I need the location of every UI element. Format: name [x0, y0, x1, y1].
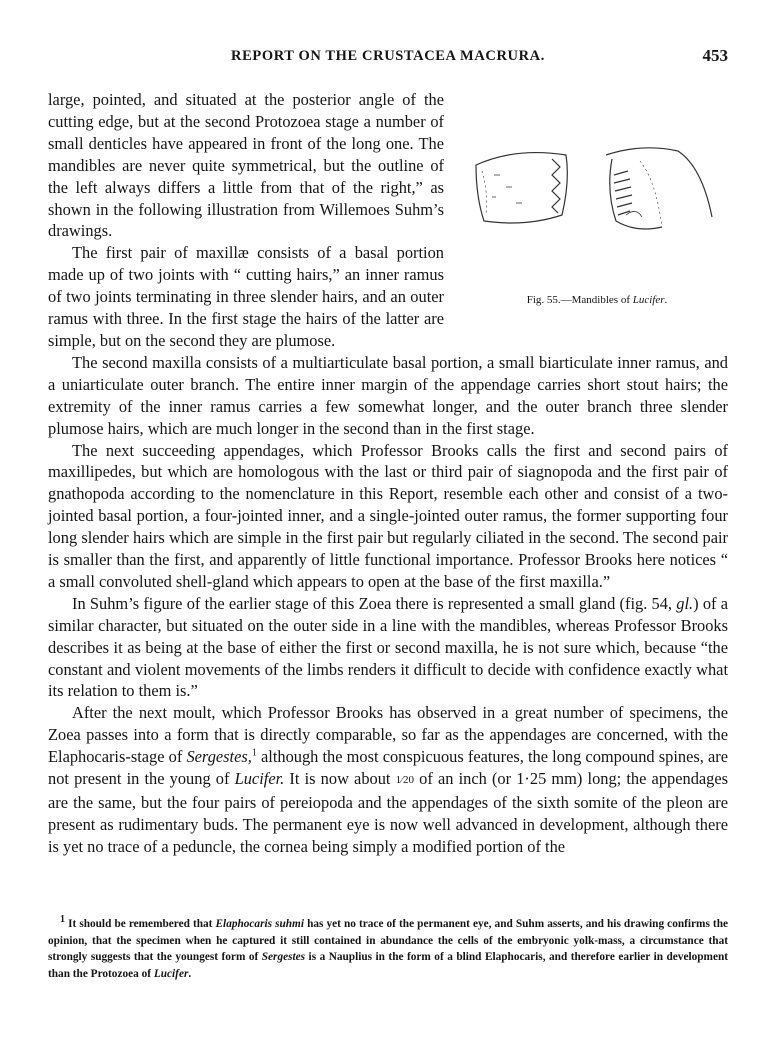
footnote-part-a: It should be remembered that [65, 918, 216, 930]
footnote-taxon-1: Elaphocaris suhmi [215, 918, 304, 930]
mandibles-illustration [466, 141, 728, 291]
paragraph-2: The first pair of maxillæ consists of a basal portion made up of two joints with “ cutting hairs,” an inner ramus of two joints terminating in three slender hairs, and an outer ramus with three. In the first stage the hairs of the latter are simple, but on the second they are plumose. [48, 243, 444, 350]
footnote-taxon-2: Sergestes [261, 951, 306, 964]
paragraph-3: The second maxilla consists of a multiarticulate basal portion, a small biarticulate inner ramus, and a uniarticulate outer branch. The entire inner margin of the appendage carries short stout hairs; the extremity of the inner ramus carries a few somewhat longer, and the outer branch three slender plumose hairs, which are much longer in the second than in the first stage. [48, 352, 728, 438]
paragraph-5-part-a: In Suhm’s figure of the earlier stage of this Zoea there is represented a small gland (fig. 54, [72, 593, 677, 613]
left-mandible-drawing [476, 153, 567, 223]
footnote-part-d: . [188, 967, 192, 980]
footnote-1 [48, 916, 728, 982]
paragraph-5-part-b: ) of a similar character, but situated on the outer side in a line with the mandibles, whereas Professor Brooks describes it as being at the base of either the first or second maxilla, he is not sure which, because “the constant and violent movements of the limbs renders it difficult to decide with confidence exactly what its relation to them is.” [48, 593, 728, 701]
lucifer-name: Lucifer. [234, 769, 285, 789]
page-header [48, 44, 728, 72]
length-fraction: 1⁄20 [395, 774, 414, 787]
right-mandible-drawing [606, 148, 712, 229]
running-title: REPORT ON THE CRUSTACEA MACRURA. [231, 48, 545, 64]
footnote-number: 1 [60, 914, 65, 926]
footnote-part-c: is a Nauplius in the form of a blind Elaphocaris, and therefore earlier in development than the Protozoea of [48, 951, 728, 980]
paragraph-5 [48, 593, 728, 703]
footnote-part-b: has yet no trace of the permanent eye, and Suhm asserts, and his drawing confirms the opinion, that the specimen when he captured it still contained in abundance the cells of the embryonic yolk-mass, a circumstance that strongly suggests that the youngest form of [48, 918, 728, 964]
paragraph-6-part-c: It is now about [284, 769, 396, 789]
figure-caption-label: Fig. 55.—Mandibles of [526, 294, 633, 306]
figure-caption-taxon: Lucifer [632, 294, 665, 306]
figure-caption-end: . [664, 294, 668, 306]
footnote-marker: 1 [251, 747, 257, 759]
paragraph-6-part-d: of an inch (or 1·25 mm) long; the appendages are the same, but the four pairs of pereiopoda and the appendages of the sixth somite of the pleon are present as rudimentary buds. The permanent eye is now well advanced in development, although there is yet no trace of a peduncle, the cornea being simply a modified portion of the [48, 769, 729, 856]
body-text [48, 89, 728, 858]
sergestes-name: Sergestes, [186, 747, 252, 767]
gland-label: gl. [676, 593, 694, 613]
footnotes [48, 916, 728, 982]
paragraph-6-part-a: After the next moult, which Professor Brooks has observed in a great number of specimens, the Zoea passes into a form that is directly comparable, so far as the appendages are concerned, with the Elaphocaris-stage of [48, 703, 728, 767]
figure-mandibles [466, 141, 728, 317]
paragraph-6 [48, 702, 728, 857]
paragraph-1: large, pointed, and situated at the posterior angle of the cutting edge, but at the second Protozoea stage a number of small denticles have appeared in front of the long one. The mandibles are never quite symmetrical, but the outline of the left always differs a little from that of the right,” as shown in the following illustration from Willemoes Suhm’s drawings. [48, 90, 444, 241]
paragraph-6-part-b: although the most conspicuous features, the long compound spines, are not present in the young of [48, 747, 728, 789]
paragraph-4: The next succeeding appendages, which Professor Brooks calls the first and second pairs of maxillipedes, but which are homologous with the last or third pair of siagnopoda and the first pair of gnathopoda according to the nomenclature in this Report, resemble each other and consist of a two-jointed basal portion, a four-jointed inner, and a single-jointed outer ramus, the former supporting four long slender hairs which are simple in the first pair but regularly ciliated in the second. The second pair is smaller than the first, and apparently of little functional importance. Professor Brooks here notices “ a small convoluted shell-gland which appears to open at the base of the first maxilla.” [48, 440, 728, 591]
page-number: 453 [702, 46, 728, 65]
footnote-taxon-3: Lucifer [153, 967, 189, 980]
figure-caption [466, 290, 728, 312]
